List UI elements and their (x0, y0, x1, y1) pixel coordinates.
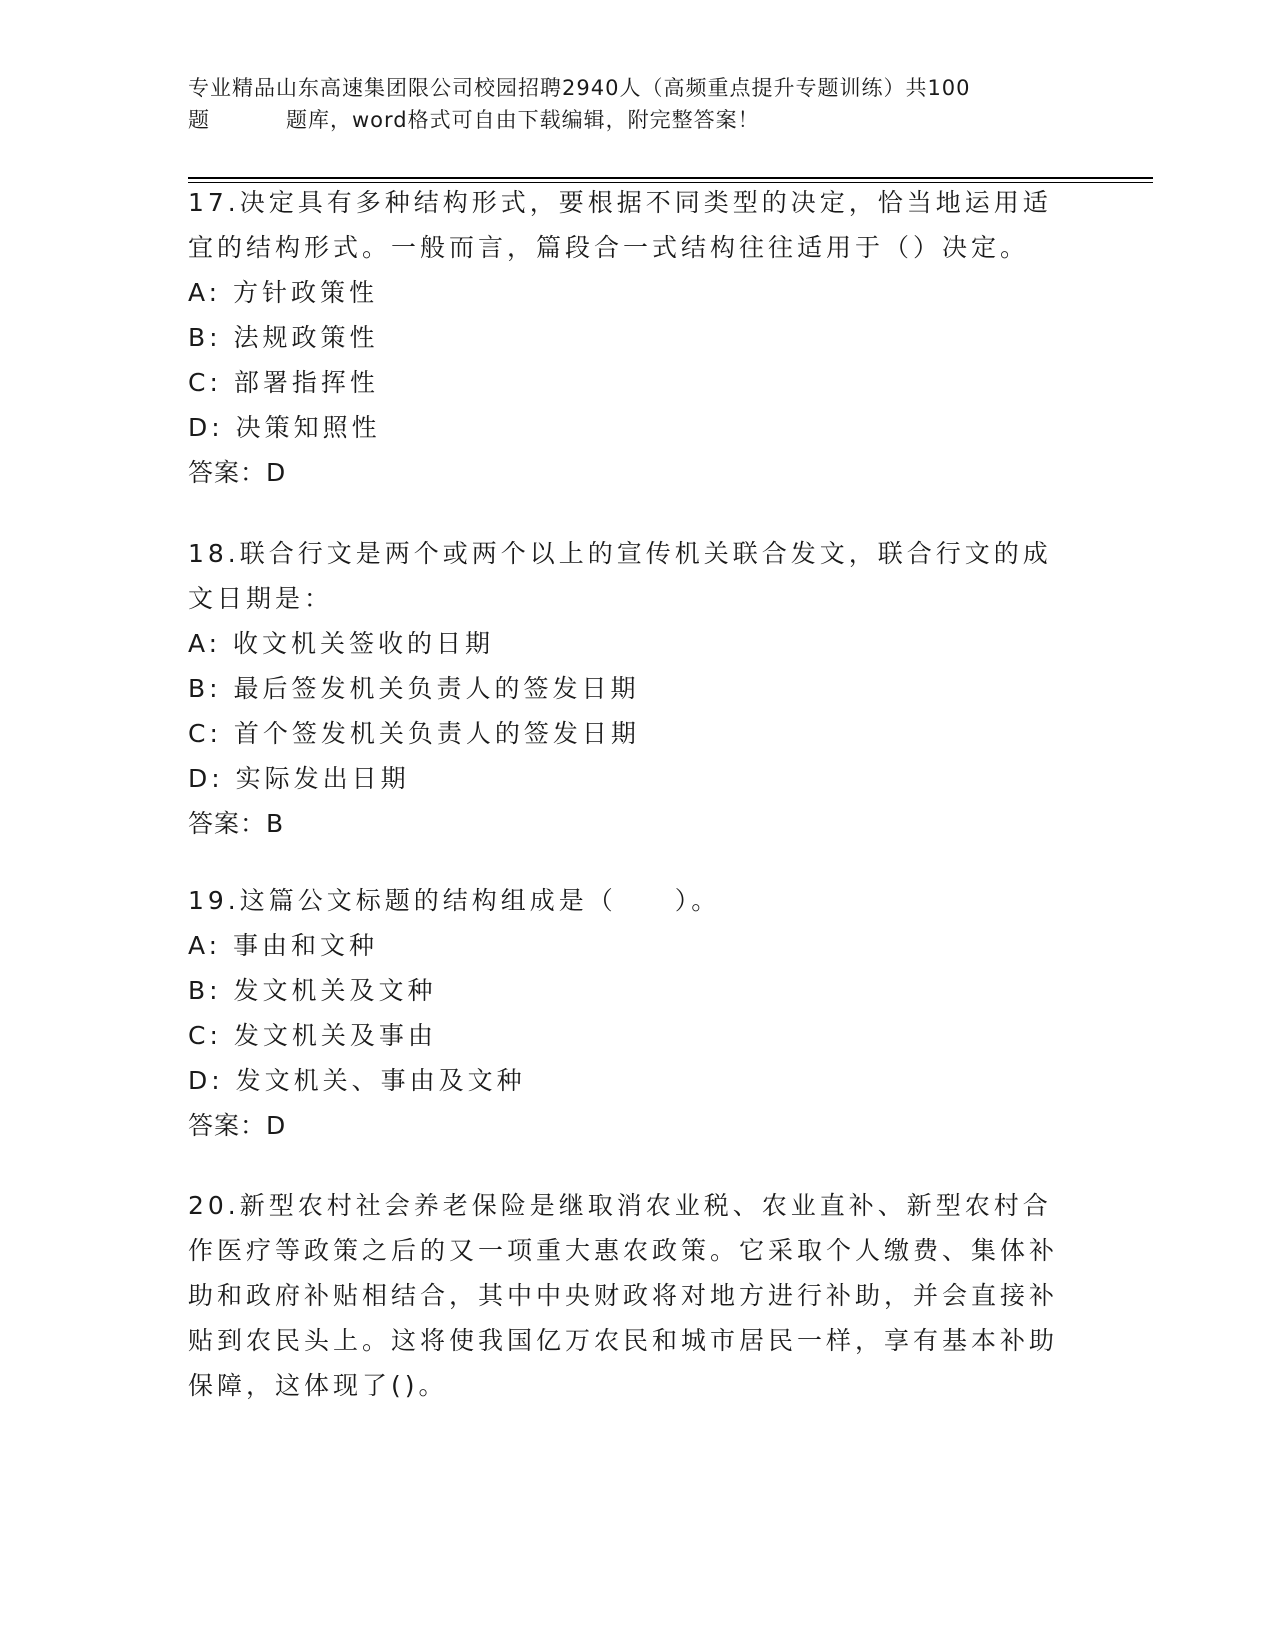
option-d: D: 实际发出日期 (188, 764, 410, 793)
option-a: A: 事由和文种 (188, 931, 379, 960)
answer-label: 答案： (188, 458, 267, 487)
question-text: 19.这篇公文标题的结构组成是（ ）。 (188, 886, 721, 915)
header-title-line1: 专业精品山东高速集团限公司校园招聘2940人（高频重点提升专题训练）共100 (188, 76, 971, 100)
question-19 (188, 878, 1068, 1148)
question-18 (188, 531, 1068, 846)
question-text: 18.联合行文是两个或两个以上的宣传机关联合发文，联合行文的成文日期是： (188, 539, 1052, 613)
option-d: D: 发文机关、事由及文种 (188, 1066, 526, 1095)
question-text: 17.决定具有多种结构形式，要根据不同类型的决定，恰当地运用适宜的结构形式。一般而言，篇段合一式结构往往适用于（）决定。 (188, 188, 1052, 262)
answer-line (188, 801, 1068, 846)
option-a: A: 方针政策性 (188, 278, 379, 307)
header-title-line2-rest: 题库，word格式可自由下载编辑，附完整答案！ (286, 108, 760, 132)
question-17 (188, 180, 1068, 495)
option-d: D: 决策知照性 (188, 413, 381, 442)
question-20 (188, 1183, 1068, 1408)
answer-label: 答案： (188, 1111, 267, 1140)
answer-line (188, 1103, 1068, 1148)
document-header (188, 72, 1078, 136)
answer-value: D (266, 458, 286, 487)
answer-line (188, 450, 1068, 495)
option-c: C: 首个签发机关负责人的签发日期 (188, 719, 640, 748)
question-text: 20.新型农村社会养老保险是继取消农业税、农业直补、新型农村合作医疗等政策之后的又一项重大惠农政策。它采取个人缴费、集体补助和政府补贴相结合，其中中央财政将对地方进行补助，并会直接补贴到农民头上。这将使我国亿万农民和城市居民一样，享有基本补助保障，这体现了()。 (188, 1191, 1059, 1400)
option-c: C: 部署指挥性 (188, 368, 379, 397)
option-b: B: 最后签发机关负责人的签发日期 (188, 674, 640, 703)
option-a: A: 收文机关签收的日期 (188, 629, 495, 658)
option-c: C: 发文机关及事由 (188, 1021, 437, 1050)
header-divider-thick (188, 177, 1153, 179)
option-b: B: 发文机关及文种 (188, 976, 437, 1005)
answer-value: B (266, 809, 284, 838)
option-b: B: 法规政策性 (188, 323, 379, 352)
answer-label: 答案： (188, 809, 267, 838)
header-title-line2 (188, 104, 1078, 136)
header-title-line2-start: 题 (188, 108, 210, 132)
answer-value: D (266, 1111, 286, 1140)
